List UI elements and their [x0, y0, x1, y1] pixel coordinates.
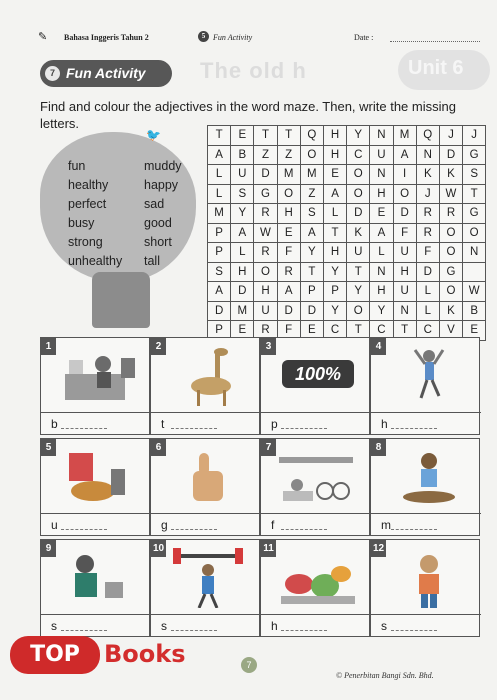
- maze-cell[interactable]: Y: [323, 262, 346, 282]
- bird-icon: 🐦: [146, 128, 161, 142]
- activity-number: 7: [45, 66, 60, 81]
- maze-cell[interactable]: T: [208, 126, 231, 146]
- activity-title: Fun Activity: [66, 65, 146, 81]
- maze-cell[interactable]: K: [347, 223, 370, 243]
- first-letter: h: [381, 417, 388, 431]
- maze-cell[interactable]: Y: [323, 301, 346, 321]
- watermark-unit: Unit 6: [398, 50, 490, 90]
- book-title: Bahasa Inggeris Tahun 2: [64, 33, 149, 42]
- answer-field[interactable]: [41, 412, 151, 434]
- maze-cell[interactable]: O: [439, 243, 462, 263]
- maze-cell[interactable]: A: [277, 282, 300, 302]
- maze-cell[interactable]: V: [439, 321, 462, 341]
- maze-cell[interactable]: P: [323, 282, 346, 302]
- answer-line[interactable]: [61, 529, 107, 530]
- maze-cell[interactable]: U: [254, 301, 277, 321]
- maze-cell[interactable]: D: [347, 204, 370, 224]
- maze-cell[interactable]: R: [416, 223, 439, 243]
- maze-cell[interactable]: K: [439, 301, 462, 321]
- busy-office-icon: [55, 346, 141, 406]
- picture-card-6: [150, 438, 260, 536]
- maze-cell[interactable]: S: [208, 262, 231, 282]
- maze-cell[interactable]: L: [208, 165, 231, 185]
- maze-cell[interactable]: F: [393, 223, 416, 243]
- maze-cell[interactable]: D: [208, 301, 231, 321]
- maze-cell[interactable]: D: [439, 145, 462, 165]
- maze-cell[interactable]: A: [300, 223, 323, 243]
- giraffe-icon: [165, 346, 251, 406]
- picture-card-10: [150, 539, 260, 637]
- maze-cell[interactable]: J: [439, 126, 462, 146]
- adjective-muddy: muddy: [144, 159, 182, 173]
- maze-cell[interactable]: T: [393, 321, 416, 341]
- adjective-strong: strong: [68, 235, 103, 249]
- maze-cell[interactable]: Q: [300, 126, 323, 146]
- maze-cell[interactable]: E: [231, 321, 254, 341]
- maze-cell[interactable]: R: [254, 321, 277, 341]
- maze-cell[interactable]: O: [254, 262, 277, 282]
- maze-cell[interactable]: N: [393, 301, 416, 321]
- picture-card-5: [40, 438, 150, 536]
- maze-cell[interactable]: O: [463, 223, 486, 243]
- maze-cell[interactable]: S: [463, 165, 486, 185]
- answer-field[interactable]: [261, 412, 371, 434]
- maze-cell[interactable]: E: [231, 126, 254, 146]
- answer-line[interactable]: [281, 529, 327, 530]
- page-number: 7: [241, 657, 257, 673]
- card-number: 10: [151, 540, 166, 557]
- maze-cell[interactable]: Z: [300, 184, 323, 204]
- maze-cell[interactable]: E: [463, 321, 486, 341]
- maze-cell[interactable]: O: [439, 282, 462, 302]
- weightlifter-icon: [165, 548, 251, 608]
- card-number: 5: [41, 439, 56, 456]
- maze-cell[interactable]: P: [208, 223, 231, 243]
- card-number: 6: [151, 439, 166, 456]
- maze-cell[interactable]: Y: [347, 282, 370, 302]
- maze-cell[interactable]: Y: [231, 204, 254, 224]
- maze-cell[interactable]: U: [370, 145, 393, 165]
- maze-cell[interactable]: B: [463, 301, 486, 321]
- adjective-fun: fun: [68, 159, 86, 173]
- adjective-good: good: [144, 216, 172, 230]
- maze-row: [208, 204, 486, 224]
- maze-cell[interactable]: E: [323, 165, 346, 185]
- first-letter: h: [271, 619, 278, 633]
- maze-cell[interactable]: T: [277, 126, 300, 146]
- maze-cell[interactable]: A: [393, 145, 416, 165]
- logo-books: Books: [104, 640, 186, 668]
- answer-field[interactable]: [371, 412, 481, 434]
- adjective-busy: busy: [68, 216, 95, 230]
- answer-field[interactable]: [261, 614, 371, 636]
- maze-cell[interactable]: J: [463, 126, 486, 146]
- maze-cell[interactable]: H: [231, 262, 254, 282]
- picture-card-12: [370, 539, 480, 637]
- answer-line[interactable]: [281, 630, 327, 631]
- muddy-kid-icon: [385, 447, 471, 507]
- maze-cell[interactable]: C: [416, 321, 439, 341]
- maze-cell[interactable]: L: [416, 301, 439, 321]
- answer-line[interactable]: [171, 428, 217, 429]
- maze-cell[interactable]: H: [277, 204, 300, 224]
- first-letter: s: [381, 619, 387, 633]
- maze-cell[interactable]: H: [393, 262, 416, 282]
- maze-cell[interactable]: T: [347, 262, 370, 282]
- first-letter: m: [381, 518, 391, 532]
- answer-line[interactable]: [391, 529, 437, 530]
- pencil-icon: ✎: [38, 31, 48, 43]
- maze-cell[interactable]: N: [370, 262, 393, 282]
- maze-cell[interactable]: Y: [370, 301, 393, 321]
- maze-cell[interactable]: D: [300, 301, 323, 321]
- date-line[interactable]: [390, 41, 480, 42]
- picture-card-1: [40, 337, 150, 435]
- maze-cell[interactable]: S: [231, 184, 254, 204]
- maze-cell[interactable]: D: [416, 262, 439, 282]
- maze-cell[interactable]: U: [393, 243, 416, 263]
- activity-pill: [40, 60, 172, 87]
- maze-cell[interactable]: T: [463, 184, 486, 204]
- first-letter: s: [51, 619, 57, 633]
- answer-line[interactable]: [171, 529, 217, 530]
- unit-badge: 5: [198, 31, 209, 42]
- first-letter: g: [161, 518, 168, 532]
- first-letter: u: [51, 518, 58, 532]
- maze-cell[interactable]: E: [370, 204, 393, 224]
- maze-cell[interactable]: K: [439, 165, 462, 185]
- maze-cell[interactable]: G: [463, 204, 486, 224]
- maze-cell[interactable]: W: [439, 184, 462, 204]
- maze-cell[interactable]: R: [254, 243, 277, 263]
- maze-cell[interactable]: J: [416, 184, 439, 204]
- maze-cell[interactable]: O: [277, 184, 300, 204]
- maze-cell[interactable]: W: [463, 282, 486, 302]
- card-number: 3: [261, 338, 276, 355]
- answer-field[interactable]: [371, 513, 481, 535]
- maze-row: [208, 165, 486, 185]
- first-letter: t: [161, 417, 165, 431]
- card-number: 1: [41, 338, 56, 355]
- maze-cell[interactable]: O: [300, 145, 323, 165]
- answer-line[interactable]: [281, 428, 327, 429]
- maze-cell[interactable]: S: [300, 204, 323, 224]
- maze-cell[interactable]: T: [323, 223, 346, 243]
- maze-cell[interactable]: Z: [254, 145, 277, 165]
- answer-field[interactable]: [371, 614, 481, 636]
- maze-cell[interactable]: K: [416, 165, 439, 185]
- answer-field[interactable]: [151, 614, 261, 636]
- maze-row: [208, 282, 486, 302]
- maze-cell[interactable]: O: [347, 184, 370, 204]
- maze-cell[interactable]: H: [370, 282, 393, 302]
- picture-card-4: [370, 337, 480, 435]
- maze-row: [208, 126, 486, 146]
- maze-cell[interactable]: M: [208, 204, 231, 224]
- maze-cell[interactable]: U: [347, 243, 370, 263]
- maze-cell[interactable]: L: [208, 184, 231, 204]
- first-letter: p: [271, 417, 278, 431]
- section-name: Fun Activity: [213, 33, 253, 42]
- maze-row: [208, 223, 486, 243]
- answer-field[interactable]: [151, 412, 261, 434]
- maze-cell[interactable]: A: [370, 223, 393, 243]
- thumbs-up-icon: [165, 447, 251, 507]
- maze-cell[interactable]: C: [323, 321, 346, 341]
- maze-cell[interactable]: T: [300, 262, 323, 282]
- maze-cell[interactable]: O: [347, 301, 370, 321]
- publisher-credit: © Penerbitan Bangi Sdn. Bhd.: [336, 671, 434, 680]
- page-header: [38, 30, 478, 46]
- maze-cell[interactable]: L: [323, 204, 346, 224]
- maze-cell[interactable]: F: [416, 243, 439, 263]
- answer-line[interactable]: [171, 630, 217, 631]
- maze-cell[interactable]: U: [231, 165, 254, 185]
- maze-cell[interactable]: F: [277, 321, 300, 341]
- answer-field[interactable]: [151, 513, 261, 535]
- maze-cell[interactable]: D: [393, 204, 416, 224]
- answer-line[interactable]: [61, 428, 107, 429]
- maze-cell[interactable]: P: [208, 243, 231, 263]
- card-number: 12: [371, 540, 386, 557]
- maze-cell[interactable]: Y: [300, 243, 323, 263]
- maze-row: [208, 184, 486, 204]
- adjective-healthy: healthy: [68, 178, 109, 192]
- maze-cell[interactable]: A: [208, 145, 231, 165]
- card-number: 2: [151, 338, 166, 355]
- maze-cell[interactable]: H: [323, 126, 346, 146]
- maze-cell[interactable]: E: [300, 321, 323, 341]
- maze-cell[interactable]: A: [231, 223, 254, 243]
- maze-cell[interactable]: W: [254, 223, 277, 243]
- adjective-sad: sad: [144, 197, 165, 211]
- maze-cell[interactable]: A: [323, 184, 346, 204]
- maze-cell[interactable]: R: [416, 204, 439, 224]
- junk-food-icon: [55, 447, 141, 507]
- answer-field[interactable]: [41, 614, 151, 636]
- card-number: 11: [261, 540, 276, 557]
- adjective-tall: tall: [144, 254, 160, 268]
- card-number: 4: [371, 338, 386, 355]
- word-maze: [207, 125, 486, 341]
- logo-top: TOP: [10, 636, 100, 674]
- picture-card-3: [260, 337, 370, 435]
- jumping-kid-icon: [385, 346, 471, 406]
- maze-cell[interactable]: M: [300, 165, 323, 185]
- playground-icon: [275, 447, 361, 507]
- maze-cell[interactable]: T: [347, 321, 370, 341]
- answer-field[interactable]: [41, 513, 151, 535]
- maze-cell[interactable]: L: [416, 282, 439, 302]
- maze-cell[interactable]: F: [277, 243, 300, 263]
- answer-line[interactable]: [391, 630, 437, 631]
- maze-cell[interactable]: D: [277, 301, 300, 321]
- adjective-happy: happy: [144, 178, 179, 192]
- maze-cell[interactable]: C: [370, 321, 393, 341]
- percent-100-icon: [275, 346, 361, 406]
- maze-cell[interactable]: B: [231, 145, 254, 165]
- maze-cell[interactable]: Z: [277, 145, 300, 165]
- maze-row: [208, 243, 486, 263]
- maze-cell[interactable]: Y: [347, 126, 370, 146]
- picture-card-11: [260, 539, 370, 637]
- card-number: 7: [261, 439, 276, 456]
- tree-trunk-icon: [92, 272, 150, 328]
- maze-cell[interactable]: M: [393, 126, 416, 146]
- adjective-short: short: [144, 235, 172, 249]
- adjective-unhealthy: unhealthy: [68, 254, 123, 268]
- maze-cell[interactable]: R: [254, 204, 277, 224]
- answer-line[interactable]: [61, 630, 107, 631]
- maze-cell[interactable]: O: [347, 165, 370, 185]
- maze-cell[interactable]: D: [254, 165, 277, 185]
- instruction-text: Find and colour the adjectives in the word maze. Then, write the missing letters.: [40, 99, 456, 131]
- maze-cell[interactable]: G: [254, 184, 277, 204]
- maze-cell[interactable]: C: [347, 145, 370, 165]
- maze-cell[interactable]: N: [463, 243, 486, 263]
- maze-cell[interactable]: U: [393, 282, 416, 302]
- maze-cell[interactable]: L: [370, 243, 393, 263]
- maze-cell[interactable]: G: [463, 145, 486, 165]
- maze-cell[interactable]: A: [208, 282, 231, 302]
- maze-cell[interactable]: M: [231, 301, 254, 321]
- short-boy-icon: [385, 548, 471, 608]
- maze-cell[interactable]: I: [393, 165, 416, 185]
- percent-text: 100%: [282, 360, 354, 388]
- maze-cell[interactable]: D: [231, 282, 254, 302]
- maze-cell[interactable]: Q: [416, 126, 439, 146]
- maze-cell[interactable]: R: [439, 204, 462, 224]
- answer-field[interactable]: [261, 513, 371, 535]
- maze-cell[interactable]: P: [300, 282, 323, 302]
- first-letter: s: [161, 619, 167, 633]
- date-label: Date :: [354, 33, 374, 42]
- adjective-perfect: perfect: [68, 197, 107, 211]
- maze-cell[interactable]: N: [416, 145, 439, 165]
- card-number: 8: [371, 439, 386, 456]
- maze-cell[interactable]: H: [323, 145, 346, 165]
- picture-card-2: [150, 337, 260, 435]
- first-letter: f: [271, 518, 275, 532]
- maze-cell[interactable]: N: [370, 126, 393, 146]
- watermark-title: The old h: [200, 58, 307, 83]
- maze-row: [208, 262, 486, 282]
- maze-cell[interactable]: E: [277, 223, 300, 243]
- maze-cell[interactable]: R: [277, 262, 300, 282]
- maze-cell[interactable]: O: [439, 223, 462, 243]
- maze-row: [208, 301, 486, 321]
- card-number: 9: [41, 540, 56, 557]
- picture-card-9: [40, 539, 150, 637]
- answer-line[interactable]: [391, 428, 437, 429]
- topbooks-logo: [10, 636, 220, 680]
- maze-cell[interactable]: O: [393, 184, 416, 204]
- maze-cell[interactable]: T: [254, 126, 277, 146]
- maze-cell[interactable]: H: [254, 282, 277, 302]
- maze-cell[interactable]: M: [277, 165, 300, 185]
- maze-row: [208, 145, 486, 165]
- first-letter: b: [51, 417, 58, 431]
- sad-kid-icon: [55, 548, 141, 608]
- maze-cell[interactable]: H: [323, 243, 346, 263]
- maze-cell[interactable]: H: [370, 184, 393, 204]
- maze-cell[interactable]: [463, 262, 486, 282]
- healthy-food-icon: [275, 548, 361, 608]
- maze-cell[interactable]: N: [370, 165, 393, 185]
- picture-card-7: [260, 438, 370, 536]
- picture-card-8: [370, 438, 480, 536]
- maze-cell[interactable]: P: [208, 321, 231, 341]
- maze-cell[interactable]: L: [231, 243, 254, 263]
- maze-cell[interactable]: G: [439, 262, 462, 282]
